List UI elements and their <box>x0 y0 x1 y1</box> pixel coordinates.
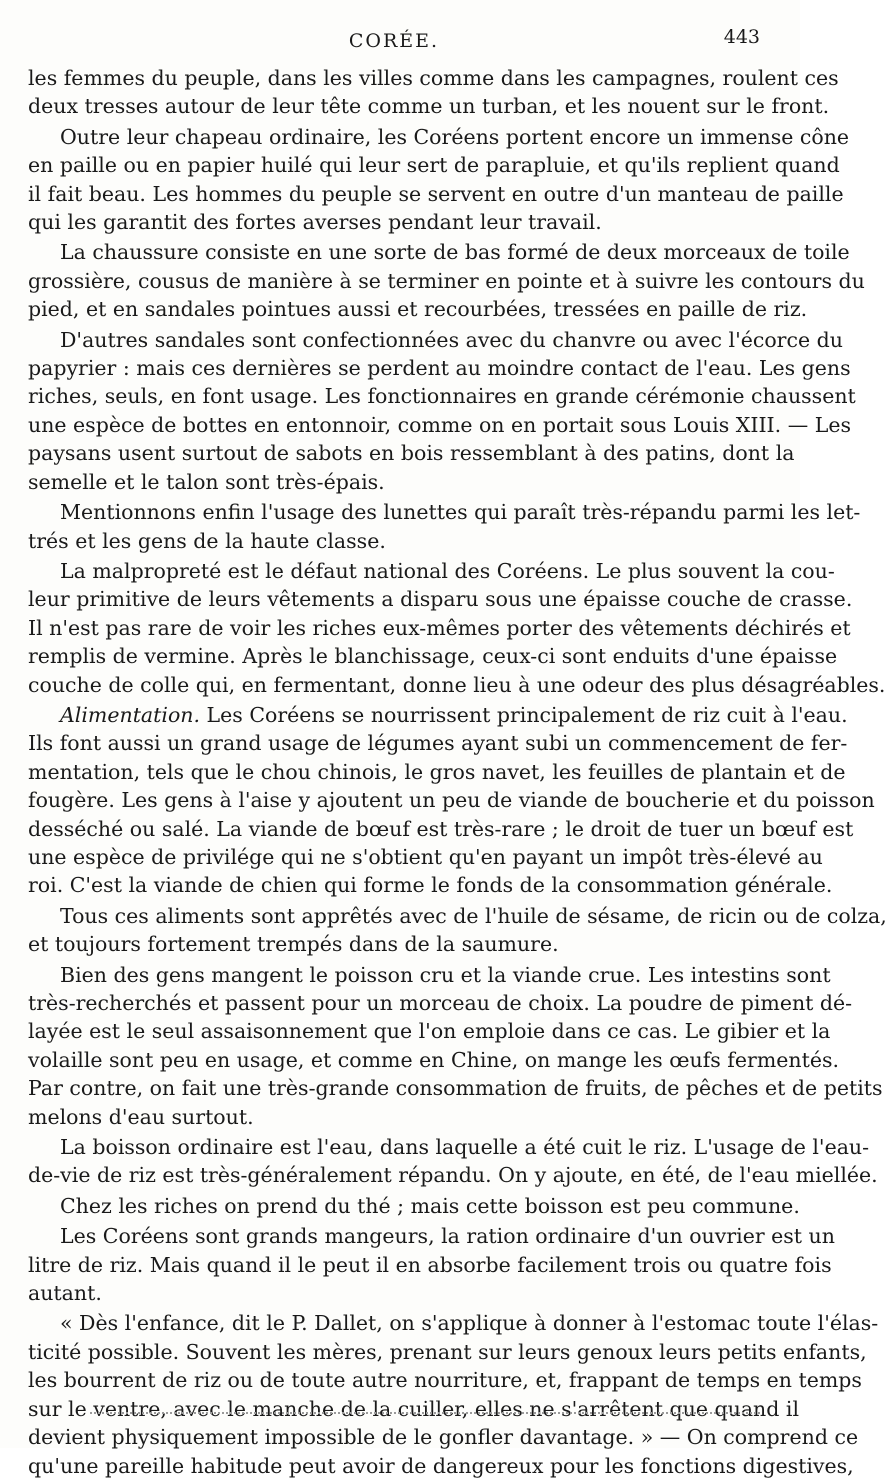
text-line: une espèce de privilége qui ne s'obtient qu'en payant un impôt très-élevé au <box>28 844 823 869</box>
text-line: Chez les riches on prend du thé ; mais cette boisson est peu commune. <box>60 1193 800 1218</box>
paragraph <box>28 1192 800 1220</box>
text-line: La chaussure consiste en une sorte de bas formé de deux morceaux de toile <box>60 240 850 265</box>
paragraph <box>28 1133 878 1190</box>
line-text: Les Coréens se nourrissent principalement de riz cuit à l'eau. <box>206 702 848 727</box>
paragraph <box>28 238 865 323</box>
page-body <box>28 64 887 1482</box>
text-line: remplis de vermine. Après le blanchissage, ceux-ci sont enduits d'une épaisse <box>28 644 838 669</box>
text-line: qu'une pareille habitude peut avoir de dangereux pour les fonctions digestives, <box>28 1453 854 1478</box>
text-line: ticité possible. Souvent les mères, prenant sur leurs genoux leurs petits enfants, <box>28 1339 867 1364</box>
text-line: les femmes du peuple, dans les villes comme dans les campagnes, roulent ces <box>28 66 839 90</box>
paragraph <box>28 1309 879 1479</box>
text-line: volaille sont peu en usage, et comme en Chine, on mange les œufs fermentés. <box>28 1047 840 1072</box>
text-line: deux tresses autour de leur tête comme un turban, et les nouent sur le front. <box>28 94 830 119</box>
text-line: paysans usent surtout de sabots en bois ressemblant à des patins, dont la <box>28 441 795 466</box>
paragraph <box>28 64 839 121</box>
paragraph <box>28 326 856 496</box>
text-line: sur le ventre, avec le manche de la cuiller, elles ne s'arrêtent que quand il <box>28 1396 800 1421</box>
text-line: qui les garantit des fortes averses pendant leur travail. <box>28 210 602 235</box>
paragraph <box>28 557 886 699</box>
paragraph <box>28 902 887 959</box>
text-line <box>28 701 848 729</box>
text-line: couche de colle qui, en fermentant, donne lieu à une odeur des plus désagréables. <box>28 672 886 697</box>
paragraph <box>28 1222 835 1307</box>
text-line: autant. <box>28 1281 102 1306</box>
text-line: Bien des gens mangent le poisson cru et la viande crue. Les intestins sont <box>60 962 831 987</box>
text-line: desséché ou salé. La viande de bœuf est très-rare ; le droit de tuer un bœuf est <box>28 816 854 841</box>
text-line: litre de riz. Mais quand il le peut il en absorbe facilement trois ou quatre fois <box>28 1252 832 1277</box>
text-line: grossière, cousus de manière à se terminer en pointe et à suivre les contours du <box>28 268 865 293</box>
text-line: La malpropreté est le défaut national des Coréens. Le plus souvent la cou- <box>60 558 835 583</box>
text-line: La boisson ordinaire est l'eau, dans laquelle a été cuit le riz. L'usage de l'eau- <box>60 1135 870 1160</box>
text-line: semelle et le talon sont très-épais. <box>28 469 385 494</box>
text-line: il fait beau. Les hommes du peuple se servent en outre d'un manteau de paille <box>28 181 844 206</box>
text-line: les bourrent de riz ou de toute autre nourriture, et, frappant de temps en temps <box>28 1368 862 1393</box>
text-line: très-recherchés et passent pour un morceau de choix. La poudre de piment dé- <box>28 991 853 1015</box>
text-line: Ils font aussi un grand usage de légumes ayant subi un commencement de fer- <box>28 731 848 756</box>
text-line: papyrier : mais ces dernières se perdent au moindre contact de l'eau. Les gens <box>28 356 851 381</box>
paragraph <box>28 498 861 555</box>
text-line: leur primitive de leurs vêtements a disparu sous une épaisse couche de crasse. <box>28 587 853 612</box>
section-lead: Alimentation. <box>60 702 201 727</box>
text-line: Mentionnons enfin l'usage des lunettes qui paraît très-répandu parmi les let- <box>60 500 861 525</box>
text-line: Les Coréens sont grands mangeurs, la ration ordinaire d'un ouvrier est un <box>60 1224 835 1249</box>
text-line: pied, et en sandales pointues aussi et recourbées, tressées en paille de riz. <box>28 297 808 322</box>
text-line: Outre leur chapeau ordinaire, les Coréens portent encore un immense cône <box>60 124 850 149</box>
text-line: roi. C'est la viande de chien qui forme le fonds de la consommation générale. <box>28 873 833 898</box>
text-line: layée est le seul assaisonnement que l'on emploie dans ce cas. Le gibier et la <box>28 1019 831 1044</box>
text-line: et toujours fortement trempés dans de la saumure. <box>28 932 559 957</box>
footer-rule <box>90 1412 760 1414</box>
text-line: fougère. Les gens à l'aise y ajoutent un peu de viande de boucherie et du poisson <box>28 788 875 813</box>
page-number: 443 <box>723 26 760 48</box>
paragraph <box>28 961 883 1131</box>
text-line: une espèce de bottes en entonnoir, comme on en portait sous Louis XIII. — Les <box>28 412 851 437</box>
running-title: CORÉE. <box>348 30 440 52</box>
text-line: Par contre, on fait une très-grande consommation de fruits, de pêches et de petits <box>28 1076 883 1101</box>
text-line: mentation, tels que le chou chinois, le gros navet, les feuilles de plantain et de <box>28 759 846 784</box>
page-header <box>28 26 760 60</box>
text-line: melons d'eau surtout. <box>28 1104 254 1129</box>
paragraph <box>28 123 850 237</box>
text-line: devient physiquement impossible de le gonfler davantage. » — On comprend ce <box>28 1425 859 1450</box>
text-line: Tous ces aliments sont apprêtés avec de l'huile de sésame, de ricin ou de colza, <box>60 903 887 928</box>
text-line: « Dès l'enfance, dit le P. Dallet, on s'applique à donner à l'estomac toute l'élas- <box>60 1311 879 1336</box>
text-line: de-vie de riz est très-généralement répandu. On y ajoute, en été, de l'eau miellée. <box>28 1163 878 1188</box>
text-line: trés et les gens de la haute classe. <box>28 528 386 553</box>
text-line: riches, seuls, en font usage. Les fonctionnaires en grande cérémonie chaussent <box>28 384 856 409</box>
text-line: en paille ou en papier huilé qui leur sert de parapluie, et qu'ils replient quand <box>28 153 840 178</box>
text-line: Il n'est pas rare de voir les riches eux-mêmes porter des vêtements déchirés et <box>28 615 851 640</box>
text-line: D'autres sandales sont confectionnées avec du chanvre ou avec l'écorce du <box>60 327 843 352</box>
paragraph <box>28 701 875 900</box>
